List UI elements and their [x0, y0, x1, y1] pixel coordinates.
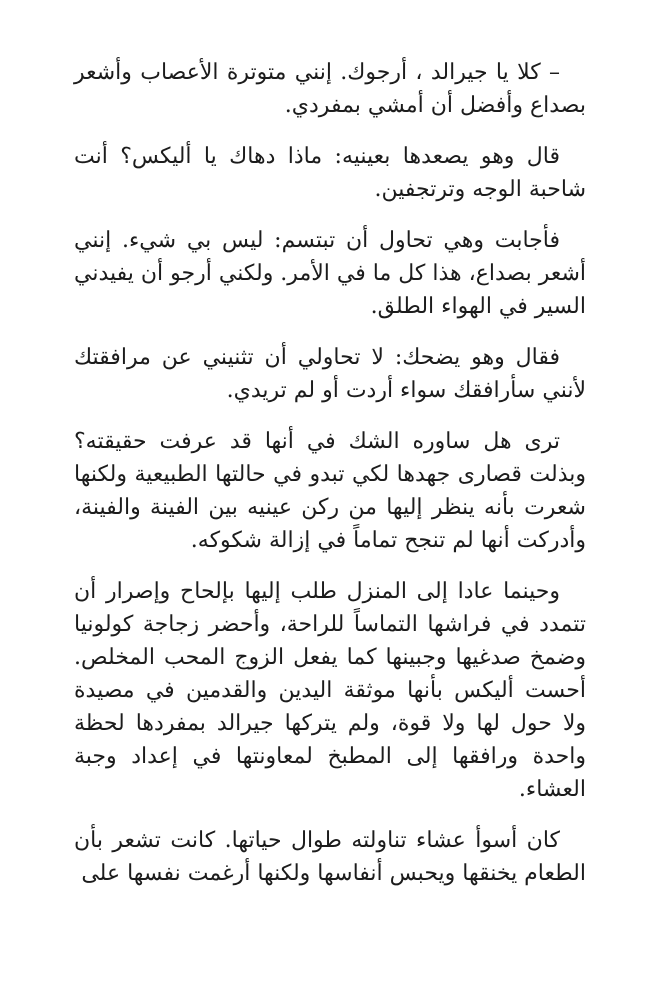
- paragraph-1: – كلا يا جيرالد ، أرجوك. إنني متوترة الأعصاب وأشعر بصداع وأفضل أن أمشي بمفردي.: [74, 60, 586, 118]
- paragraph-6: وحينما عادا إلى المنزل طلب إليها بإلحاح وإصرار أن تتمدد في فراشها التماساً للراحة، وأحضر زجاجة كولونيا وضمخ صدغيها وجبينها كما يفعل الزوج المحب المخلص. أحست أليكس بأنها موثقة اليدين والقدمين في مصيدة ولا حول لها ولا قوة، ولم يتركها جيرالد بمفردها لحظة واحدة ورافقها إلى المطبخ لمعاونتها في إعداد وجبة العشاء.: [74, 579, 586, 802]
- paragraph-3: فأجابت وهي تحاول أن تبتسم: ليس بي شيء. إنني أشعر بصداع، هذا كل ما في الأمر. ولكني أرجو أن يفيدني السير في الهواء الطلق.: [74, 228, 586, 319]
- paragraph-7: كان أسوأ عشاء تناولته طوال حياتها. كانت تشعر بأن الطعام يخنقها ويحبس أنفاسها ولكنها أرغمت نفسها على: [74, 828, 586, 886]
- document-page: [74, 56, 586, 890]
- paragraph-2: قال وهو يصعدها بعينيه: ماذا دهاك يا أليكس؟ أنت شاحبة الوجه وترتجفين.: [74, 144, 586, 202]
- paragraph-4: فقال وهو يضحك: لا تحاولي أن تثنيني عن مرافقتك لأنني سأرافقك سواء أردت أو لم تريدي.: [74, 345, 586, 403]
- paragraph-5: ترى هل ساوره الشك في أنها قد عرفت حقيقته؟ وبذلت قصارى جهدها لكي تبدو في حالتها الطبيعية ولكنها شعرت بأنه ينظر إليها من ركن عينيه بين الفينة والفينة، وأدركت أنها لم تنجح تماماً في إزالة شكوكه.: [74, 429, 586, 553]
